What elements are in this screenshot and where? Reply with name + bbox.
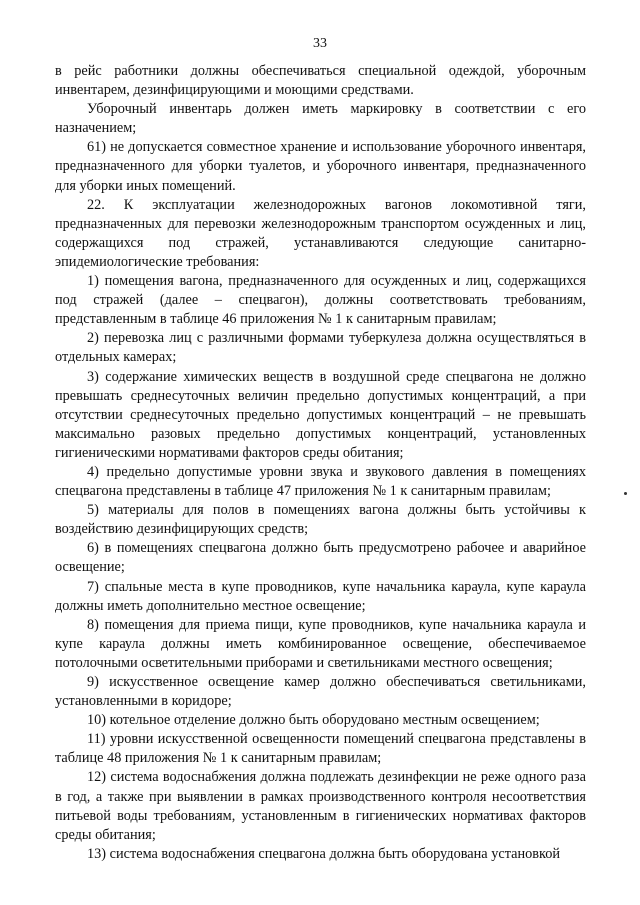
paragraph: 3) содержание химических веществ в воздушной среде спецвагона не должно превышать среднесуточных величин предельно допустимых концентраций, а при отсутствии среднесуточных предельно допустимых концентраций – не превышать максимально разовых предельно допустимых концентраций, установленных гигиеническими нормативами факторов среды обитания; [55, 368, 586, 461]
paragraph: в рейс работники должны обеспечиваться специальной одеждой, уборочным инвентарем, дезинфицирующими и моющими средствами. [55, 63, 586, 99]
paragraph: 11) уровни искусственной освещенности помещений спецвагона представлены в таблице 48 приложения № 1 к санитарным правилам; [55, 731, 586, 767]
paragraph: 61) не допускается совместное хранение и использование уборочного инвентаря, предназначенного для уборки туалетов, и уборочного инвентаря, предназначенного для уборки иных помещений. [55, 139, 586, 194]
scan-speck [624, 492, 627, 495]
paragraph: 7) спальные места в купе проводников, купе начальника караула, купе караула должны иметь дополнительно местное освещение; [55, 578, 586, 614]
paragraph: 5) материалы для полов в помещениях вагона должны быть устойчивы к воздействию дезинфицирующих средств; [55, 502, 586, 538]
paragraph: 9) искусственное освещение камер должно обеспечиваться светильниками, установленными в коридоре; [55, 674, 586, 710]
paragraph: 2) перевозка лиц с различными формами туберкулеза должна осуществляться в отдельных камерах; [55, 330, 586, 366]
page-number: 33 [313, 36, 327, 51]
paragraph: 12) система водоснабжения должна подлежать дезинфекции не реже одного раза в год, а также при выявлении в рамках производственного контроля несоответствия питьевой воды требованиям, установленным в гигиенических нормативах факторов среды обитания; [55, 769, 586, 843]
paragraph: 6) в помещениях спецвагона должно быть предусмотрено рабочее и аварийное освещение; [55, 540, 586, 576]
paragraph: 22. К эксплуатации железнодорожных вагонов локомотивной тяги, предназначенных для перевозки железнодорожным транспортом осужденных и лиц, содержащихся под стражей, устанавливаются следующие санитарно-эпидемиологические требования: [55, 196, 586, 270]
paragraph: Уборочный инвентарь должен иметь маркировку в соответствии с его назначением; [55, 101, 586, 137]
paragraph: 13) система водоснабжения спецвагона должна быть оборудована установкой [87, 845, 561, 862]
paragraph: 10) котельное отделение должно быть оборудовано местным освещением; [87, 712, 540, 729]
paragraph: 1) помещения вагона, предназначенного для осужденных и лиц, содержащихся под стражей (далее – спецвагон), должны соответствовать требованиям, представленным в таблице 46 приложения № 1 к санитарным правилам; [55, 273, 586, 328]
document-body [55, 62, 586, 864]
paragraph: 4) предельно допустимые уровни звука и звукового давления в помещениях спецвагона представлены в таблице 47 приложения № 1 к санитарным правилам; [55, 463, 586, 500]
paragraph: 8) помещения для приема пищи, купе проводников, купе начальника караула и купе караула должны иметь комбинированное освещение, обеспечиваемое потолочными осветительными приборами и светильниками местного освещения; [55, 616, 586, 671]
